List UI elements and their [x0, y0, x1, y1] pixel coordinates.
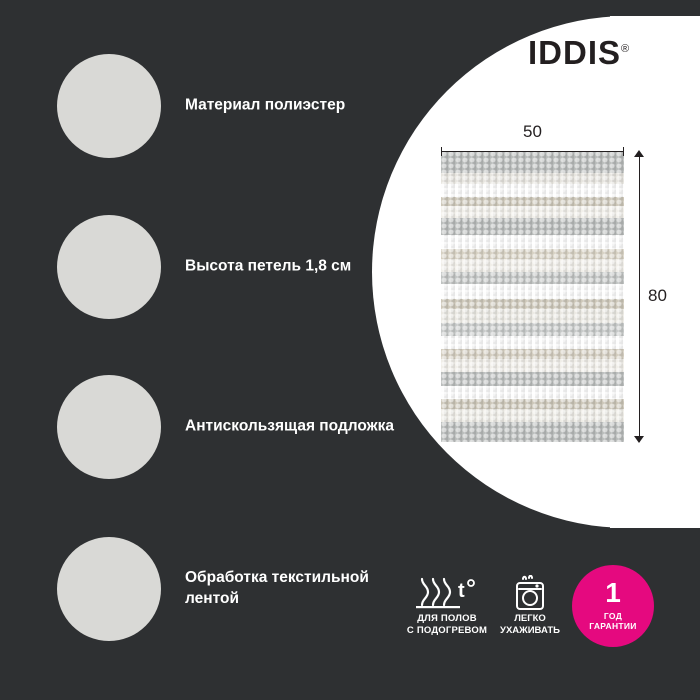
pompom-texture-image: [57, 54, 161, 158]
badge-easy-care: [494, 575, 566, 637]
anti-slip-backing-image: [57, 375, 161, 479]
tape-edge-image: [57, 537, 161, 641]
feature-material: [57, 54, 387, 158]
registered-mark: ®: [621, 43, 631, 55]
feature-anti-slip-label: Антискользящая подложка: [185, 417, 395, 435]
easycare-caption-line1: ЛЕГКО: [514, 613, 546, 624]
heating-caption-line1: ДЛЯ ПОЛОВ: [417, 613, 477, 624]
product-pompom-overlay: [441, 151, 624, 442]
loop-height-image: [57, 215, 161, 319]
brand-name: IDDIS: [528, 34, 622, 71]
height-dimension-line: [639, 155, 640, 442]
svg-text:t: t: [458, 580, 465, 602]
width-dimension-line: [441, 151, 624, 152]
warranty-number: 1: [605, 577, 621, 608]
product-image: [441, 151, 624, 442]
brand-logo: [528, 36, 630, 69]
warranty-line1: ГОД: [603, 611, 623, 621]
badge-underfloor-heating: [406, 575, 488, 637]
easycare-caption-line2: УХАЖИВАТЬ: [500, 624, 560, 636]
height-dimension-label: 80: [648, 286, 667, 305]
feature-tape-edge-label: Обработка текстильной лентой: [185, 569, 369, 607]
warranty-line2: ГАРАНТИИ: [589, 621, 637, 632]
heat-waves-icon: [406, 575, 488, 611]
warranty-badge: [572, 565, 654, 647]
feature-material-label: Материал полиэстер: [185, 96, 346, 114]
height-arrow-down-icon: [634, 436, 644, 443]
feature-tape-edge: [57, 537, 387, 641]
feature-loop-height-label: Высота петель 1,8 см: [185, 257, 352, 275]
heating-caption-line2: С ПОДОГРЕВОМ: [406, 624, 488, 636]
feature-anti-slip: [57, 375, 395, 479]
feature-loop-height: [57, 215, 387, 319]
washing-machine-icon: [494, 575, 566, 611]
width-dimension-label: 50: [523, 122, 542, 141]
